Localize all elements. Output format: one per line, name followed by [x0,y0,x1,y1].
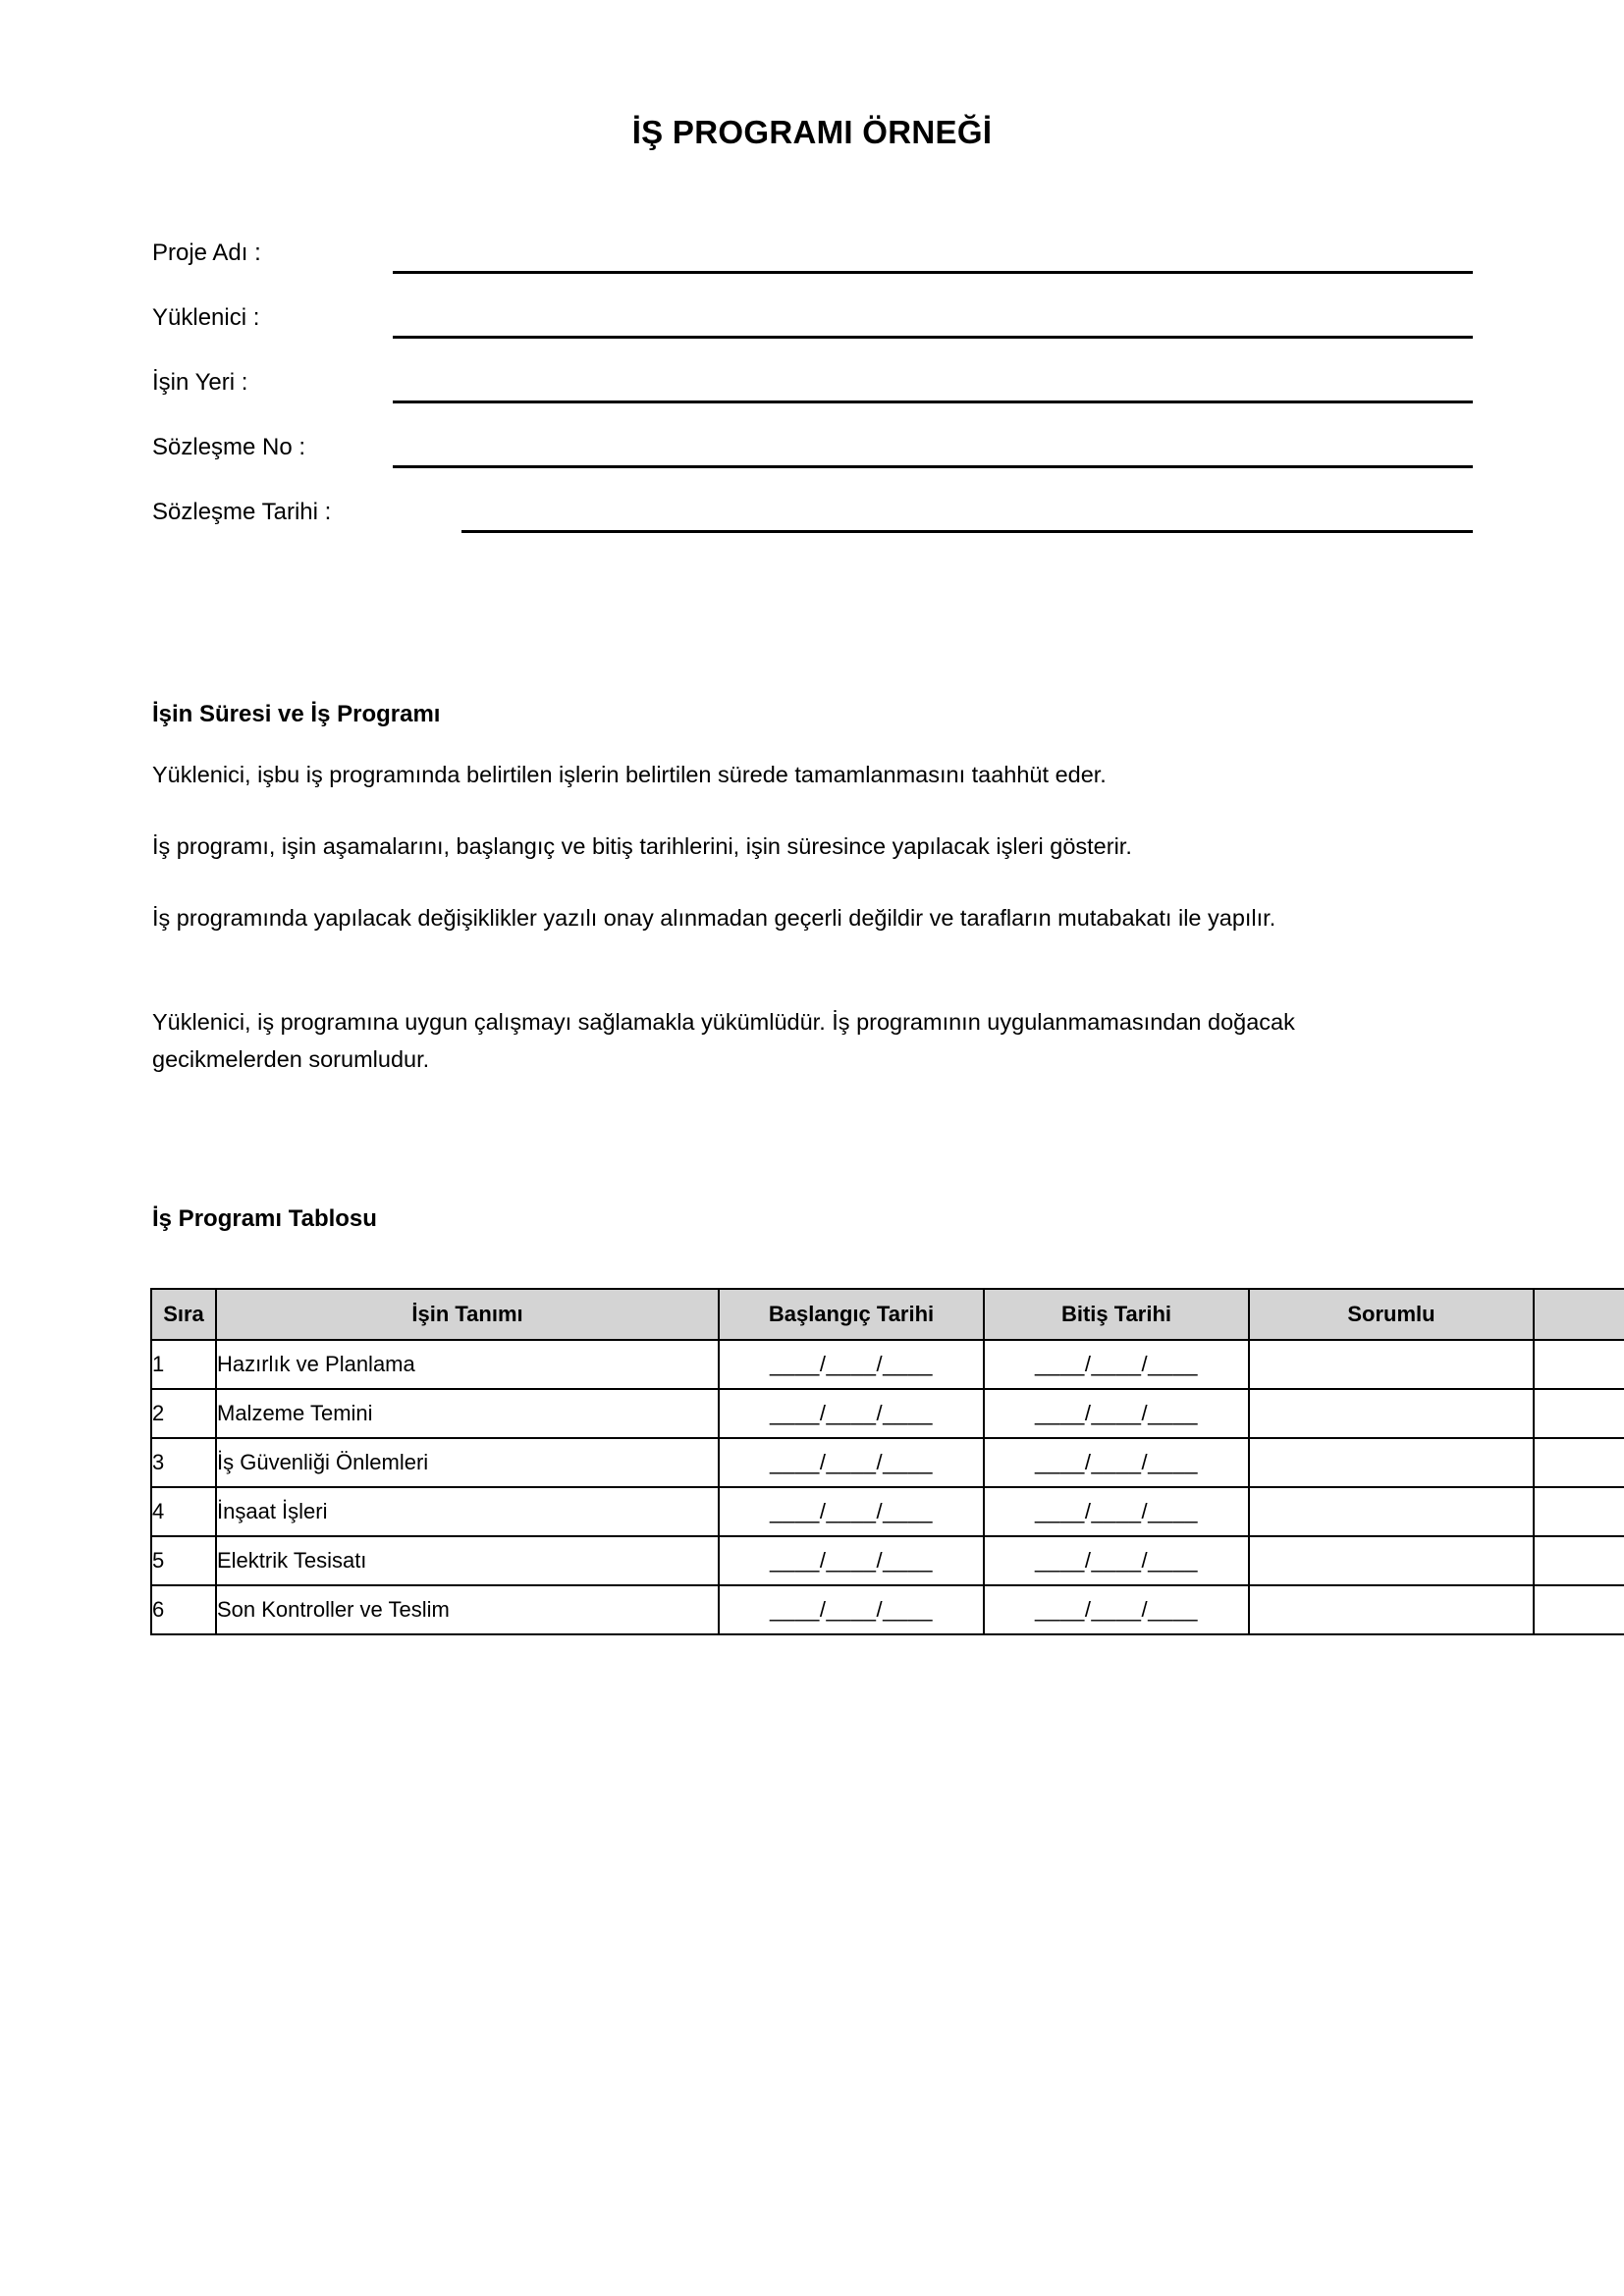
cell-start-date[interactable]: ____/____/____ [719,1438,984,1487]
cell-start-date[interactable]: ____/____/____ [719,1585,984,1634]
cell-task-name: Son Kontroller ve Teslim [216,1585,719,1634]
cell-start-date[interactable]: ____/____/____ [719,1340,984,1389]
table-column-header: Sıra [151,1289,216,1340]
form-row [0,228,1624,293]
table-row [151,1487,1624,1536]
cell-end-date[interactable]: ____/____/____ [984,1389,1249,1438]
cell-row-number: 1 [151,1340,216,1389]
cell-responsible[interactable] [1249,1438,1534,1487]
cell-row-number: 6 [151,1585,216,1634]
form-field-input-line[interactable] [461,530,1473,533]
cell-task-name: Malzeme Temini [216,1389,719,1438]
table-row [151,1340,1624,1389]
table-row [151,1438,1624,1487]
terms-paragraph: Yüklenici, iş programına uygun çalışmayı sağlamakla yükümlüdür. İş programının uygulanmamasından doğacak gecikmelerden sorumludur. [152,1009,1295,1072]
terms-paragraph: Yüklenici, işbu iş programında belirtilen işlerin belirtilen sürede tamamlanmasını taahhüt eder. [152,762,1107,787]
table-header-row [151,1289,1624,1340]
form-field-label: İşin Yeri : [152,369,248,396]
table-row [151,1389,1624,1438]
table-header [151,1289,1624,1340]
cell-extra[interactable] [1534,1340,1624,1389]
cell-end-date[interactable]: ____/____/____ [984,1487,1249,1536]
table-column-header [1534,1289,1624,1340]
cell-start-date[interactable]: ____/____/____ [719,1389,984,1438]
cell-extra[interactable] [1534,1487,1624,1536]
table-column-header: Bitiş Tarihi [984,1289,1249,1340]
form-field-label: Sözleşme Tarihi : [152,499,332,525]
form-field-input-line[interactable] [393,400,1473,403]
cell-end-date[interactable]: ____/____/____ [984,1536,1249,1585]
form-field-label: Sözleşme No : [152,434,306,460]
cell-extra[interactable] [1534,1389,1624,1438]
cell-row-number: 2 [151,1389,216,1438]
form-field-input-line[interactable] [393,271,1473,274]
cell-responsible[interactable] [1249,1389,1534,1438]
schedule-table [150,1288,1624,1635]
table-column-header: İşin Tanımı [216,1289,719,1340]
table-column-header: Sorumlu [1249,1289,1534,1340]
form-field-input-line[interactable] [393,465,1473,468]
form-row [0,293,1624,357]
cell-row-number: 3 [151,1438,216,1487]
cell-responsible[interactable] [1249,1487,1534,1536]
cell-start-date[interactable]: ____/____/____ [719,1536,984,1585]
page-title: İŞ PROGRAMI ÖRNEĞİ [631,114,993,150]
cell-task-name: Hazırlık ve Planlama [216,1340,719,1389]
form-row [0,487,1624,552]
cell-responsible[interactable] [1249,1340,1534,1389]
section-heading-duration: İşin Süresi ve İş Programı [152,701,441,727]
table-row [151,1585,1624,1634]
form-field-label: Yüklenici : [152,304,260,331]
cell-extra[interactable] [1534,1585,1624,1634]
cell-start-date[interactable]: ____/____/____ [719,1487,984,1536]
form-field-label: Proje Adı : [152,240,261,266]
project-info-form [0,228,1624,552]
form-row [0,357,1624,422]
cell-extra[interactable] [1534,1536,1624,1585]
cell-row-number: 4 [151,1487,216,1536]
cell-task-name: Elektrik Tesisatı [216,1536,719,1585]
terms-paragraph: İş programı, işin aşamalarını, başlangıç ve bitiş tarihlerini, işin süresince yapılacak işleri gösterir. [152,833,1132,859]
cell-end-date[interactable]: ____/____/____ [984,1340,1249,1389]
section-heading-schedule-table: İş Programı Tablosu [152,1205,377,1232]
form-field-input-line[interactable] [393,336,1473,339]
table-column-header: Başlangıç Tarihi [719,1289,984,1340]
cell-extra[interactable] [1534,1438,1624,1487]
cell-responsible[interactable] [1249,1585,1534,1634]
cell-end-date[interactable]: ____/____/____ [984,1438,1249,1487]
cell-task-name: İş Güvenliği Önlemleri [216,1438,719,1487]
table-row [151,1536,1624,1585]
terms-paragraph: İş programında yapılacak değişiklikler yazılı onay alınmadan geçerli değildir ve tarafların mutabakatı ile yapılır. [152,905,1276,931]
cell-responsible[interactable] [1249,1536,1534,1585]
cell-end-date[interactable]: ____/____/____ [984,1585,1249,1634]
schedule-table-container [150,1288,1624,1635]
cell-row-number: 5 [151,1536,216,1585]
form-row [0,422,1624,487]
table-body [151,1340,1624,1634]
cell-task-name: İnşaat İşleri [216,1487,719,1536]
